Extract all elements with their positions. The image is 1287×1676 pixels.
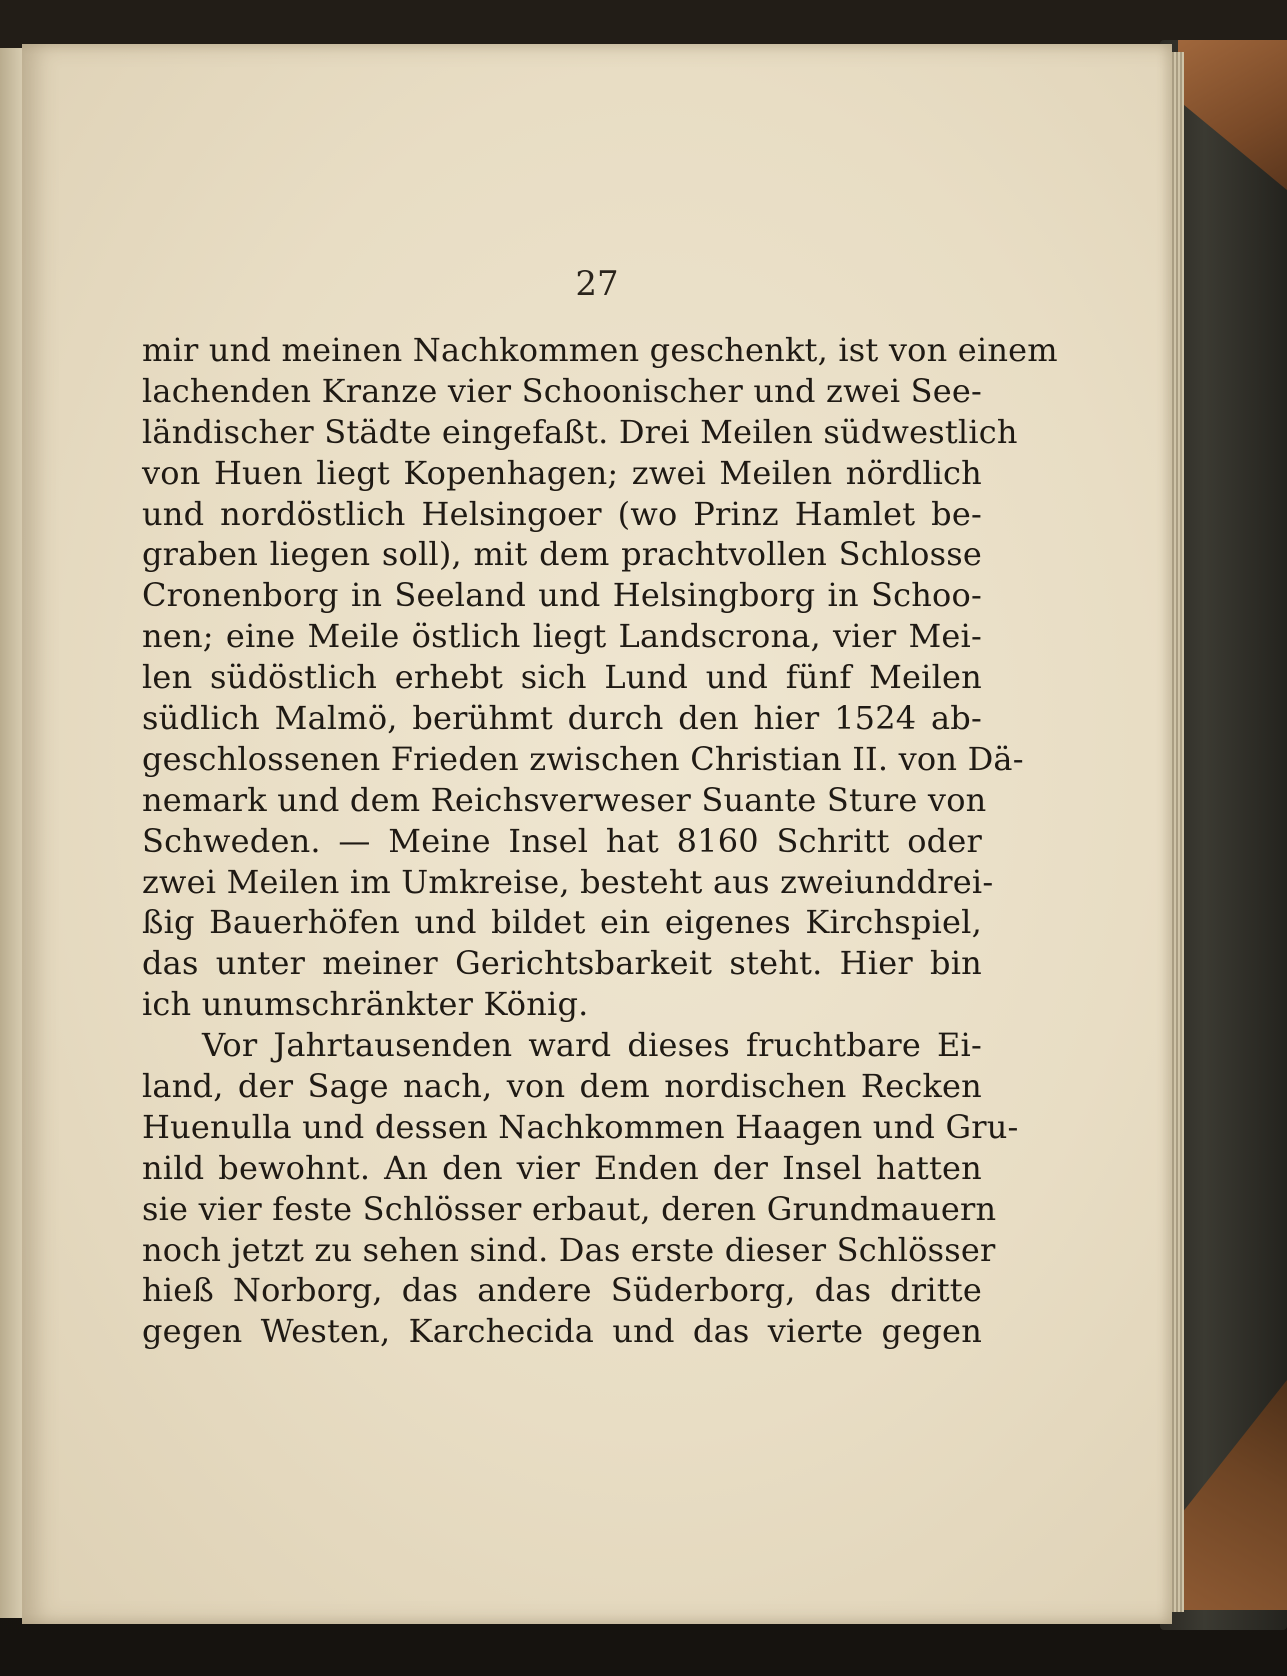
text-line: südlich Malmö, berühmt durch den hier 1524 ab- [142, 699, 982, 738]
text-line: ich unumschränkter König. [142, 985, 589, 1024]
previous-page-edge [0, 48, 24, 1618]
text-line: mir und meinen Nachkommen geschenkt, ist von einem [142, 331, 1058, 369]
text-line: nen; eine Meile östlich liegt Landscrona, vier Mei- [142, 617, 982, 656]
text-line: geschlossenen Frieden zwischen Christian II. von Dä- [142, 739, 1024, 778]
text-line: land, der Sage nach, von dem nordischen Recken [142, 1067, 982, 1106]
text-line: ßig Bauerhöfen und bildet ein eigenes Kirchspiel, [142, 903, 982, 942]
text-line: Vor Jahrtausenden ward dieses fruchtbare Ei- [202, 1026, 982, 1065]
text-line: graben liegen soll), mit dem prachtvollen Schlosse [142, 535, 982, 574]
body-text [142, 330, 1058, 1352]
text-line: ländischer Städte eingefaßt. Drei Meilen südwestlich [142, 412, 1018, 451]
text-line: Huenulla und dessen Nachkommen Haagen und Gru- [142, 1107, 1019, 1146]
text-line: sie vier feste Schlösser erbaut, deren Grundmauern [142, 1189, 997, 1228]
text-line: das unter meiner Gerichtsbarkeit steht. Hier bin [142, 944, 982, 983]
page-number: 27 [575, 264, 619, 304]
text-line: zwei Meilen im Umkreise, besteht aus zweiunddrei- [142, 862, 994, 901]
text-line: hieß Norborg, das andere Süderborg, das dritte [142, 1271, 982, 1310]
text-line: Schweden. — Meine Insel hat 8160 Schritt oder [142, 821, 982, 860]
text-line: nild bewohnt. An den vier Enden der Insel hatten [142, 1148, 982, 1187]
text-line: noch jetzt zu sehen sind. Das erste dieser Schlösser [142, 1230, 996, 1269]
text-line: lachenden Kranze vier Schoonischer und zwei See- [142, 371, 983, 410]
text-line: nemark und dem Reichsverweser Suante Sture von [142, 780, 987, 819]
text-line: und nordöstlich Helsingoer (wo Prinz Hamlet be- [142, 494, 982, 533]
text-line: len südöstlich erhebt sich Lund und fünf Meilen [142, 658, 982, 697]
text-line: gegen Westen, Karchecida und das vierte gegen [142, 1312, 982, 1351]
book-page [22, 44, 1172, 1624]
text-line: Cronenborg in Seeland und Helsingborg in Schoo- [142, 576, 982, 615]
text-line: von Huen liegt Kopenhagen; zwei Meilen nördlich [142, 453, 982, 492]
